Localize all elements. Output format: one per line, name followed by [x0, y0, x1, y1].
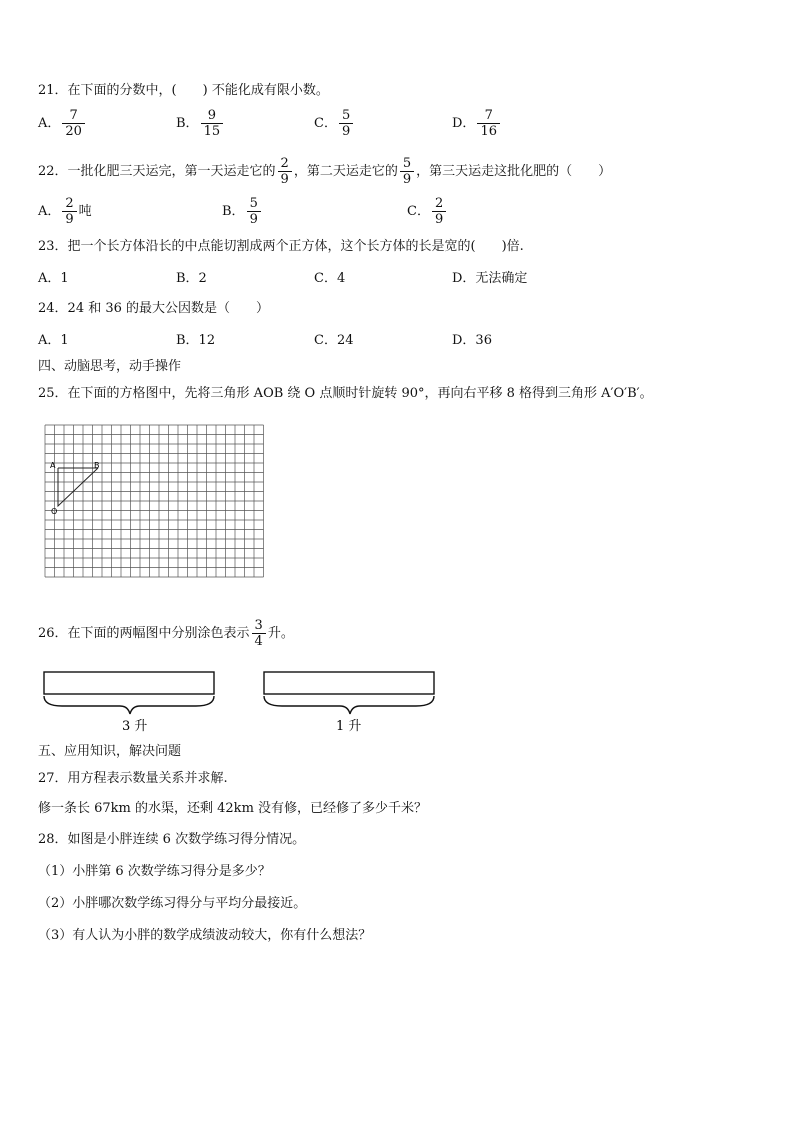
denominator: 9	[62, 211, 76, 227]
grid-lines	[45, 425, 264, 577]
bar-rect[interactable]	[44, 672, 214, 694]
section-4-heading: 四、动脑思考，动手操作	[38, 359, 182, 374]
point-a-label: A	[50, 461, 56, 470]
denominator: 20	[62, 123, 85, 139]
brace	[44, 696, 214, 714]
denominator: 9	[247, 211, 261, 227]
bar-1-liter[interactable]	[262, 668, 438, 736]
numerator: 2	[65, 196, 74, 211]
q21-option-c[interactable]	[314, 108, 355, 139]
option-letter: C．	[407, 204, 430, 219]
numerator: 2	[434, 196, 444, 211]
q23-option-a[interactable]: A．1	[38, 271, 69, 286]
square-grid-figure	[44, 424, 270, 586]
bar-label: 1 升	[336, 719, 362, 734]
q22-option-a[interactable]	[38, 196, 92, 227]
option-letter: C．	[314, 116, 337, 131]
q22-text-part1: 22．一批化肥三天运完，第一天运走它的	[38, 164, 276, 179]
option-letter: B．	[222, 204, 245, 219]
q21-option-d[interactable]	[452, 108, 502, 139]
numerator: 5	[249, 196, 258, 211]
fraction	[400, 156, 414, 187]
bar-3-liters[interactable]	[42, 668, 218, 736]
q24-option-c[interactable]: C．24	[314, 333, 354, 348]
q22-option-b[interactable]	[222, 196, 263, 227]
denominator: 16	[477, 123, 500, 139]
question-27-subtext: 修一条长 67km 的水渠，还剩 42km 没有修，已经修了多少千米？	[38, 801, 428, 816]
denominator: 9	[278, 171, 292, 187]
point-b-label: B	[94, 461, 100, 470]
question-27-text: 27．用方程表示数量关系并求解.	[38, 771, 228, 786]
q23-option-d[interactable]: D．无法确定	[452, 271, 528, 286]
question-23-text: 23．把一个长方体沿长的中点能切割成两个正方体，这个长方体的长是宽的( )倍.	[38, 239, 524, 254]
q26-text-part2: 升。	[267, 626, 294, 641]
grid-svg	[44, 424, 270, 582]
fraction	[339, 108, 353, 139]
fraction	[201, 108, 224, 139]
question-26-text	[38, 618, 294, 649]
bar-label: 3 升	[122, 719, 148, 734]
denominator: 9	[400, 171, 414, 187]
q22-text-part2: ，第二天运走它的	[293, 164, 398, 179]
numerator: 2	[280, 156, 289, 171]
unit-suffix: 吨	[78, 204, 92, 219]
q23-option-b[interactable]: B．2	[176, 271, 207, 286]
numerator: 5	[402, 156, 412, 171]
q22-text-part3: ，第三天运走这批化肥的（ ）	[416, 164, 612, 179]
fraction	[252, 618, 266, 649]
denominator: 9	[432, 211, 446, 227]
question-24-text: 24．24 和 36 的最大公因数是（ ）	[38, 301, 270, 316]
option-letter: D．	[452, 116, 476, 131]
fraction	[477, 108, 500, 139]
question-28-sub-3: （3）有人认为小胖的数学成绩波动较大，你有什么想法？	[38, 928, 372, 943]
denominator: 9	[339, 123, 353, 139]
numerator: 7	[484, 108, 493, 123]
fraction	[247, 196, 261, 227]
bar-rect[interactable]	[264, 672, 434, 694]
option-letter: B．	[176, 116, 199, 131]
q24-option-b[interactable]: B．12	[176, 333, 216, 348]
fraction	[62, 196, 76, 227]
option-letter: A．	[38, 204, 61, 219]
q26-text-part1: 26．在下面的两幅图中分别涂色表示	[38, 626, 250, 641]
numerator: 5	[341, 108, 351, 123]
numerator: 3	[254, 618, 263, 633]
denominator: 15	[201, 123, 224, 139]
question-28-sub-2: （2）小胖哪次数学练习得分与平均分最接近。	[38, 896, 307, 911]
question-22-text	[38, 156, 611, 187]
fraction	[278, 156, 292, 187]
denominator: 4	[252, 633, 266, 649]
fraction	[432, 196, 446, 227]
q24-option-a[interactable]: A．1	[38, 333, 69, 348]
question-28-text: 28．如图是小胖连续 6 次数学练习得分情况。	[38, 832, 306, 847]
fraction	[62, 108, 85, 139]
question-21-text: 21．在下面的分数中，( ) 不能化成有限小数。	[38, 83, 329, 98]
brace	[264, 696, 434, 714]
numerator: 7	[69, 108, 78, 123]
q24-option-d[interactable]: D．36	[452, 333, 492, 348]
q22-option-c[interactable]	[407, 196, 448, 227]
q21-option-a[interactable]	[38, 108, 87, 139]
point-o-label: O	[51, 507, 58, 516]
option-letter: A．	[38, 116, 61, 131]
q21-option-b[interactable]	[176, 108, 225, 139]
numerator: 9	[207, 108, 216, 123]
q23-option-c[interactable]: C．4	[314, 271, 346, 286]
question-25-text: 25．在下面的方格图中，先将三角形 AOB 绕 O 点顺时针旋转 90°，再向右平移 8 格得到三角形 A′O′B′。	[38, 386, 653, 401]
question-28-sub-1: （1）小胖第 6 次数学练习得分是多少？	[38, 864, 271, 879]
section-5-heading: 五、应用知识，解决问题	[38, 744, 182, 759]
